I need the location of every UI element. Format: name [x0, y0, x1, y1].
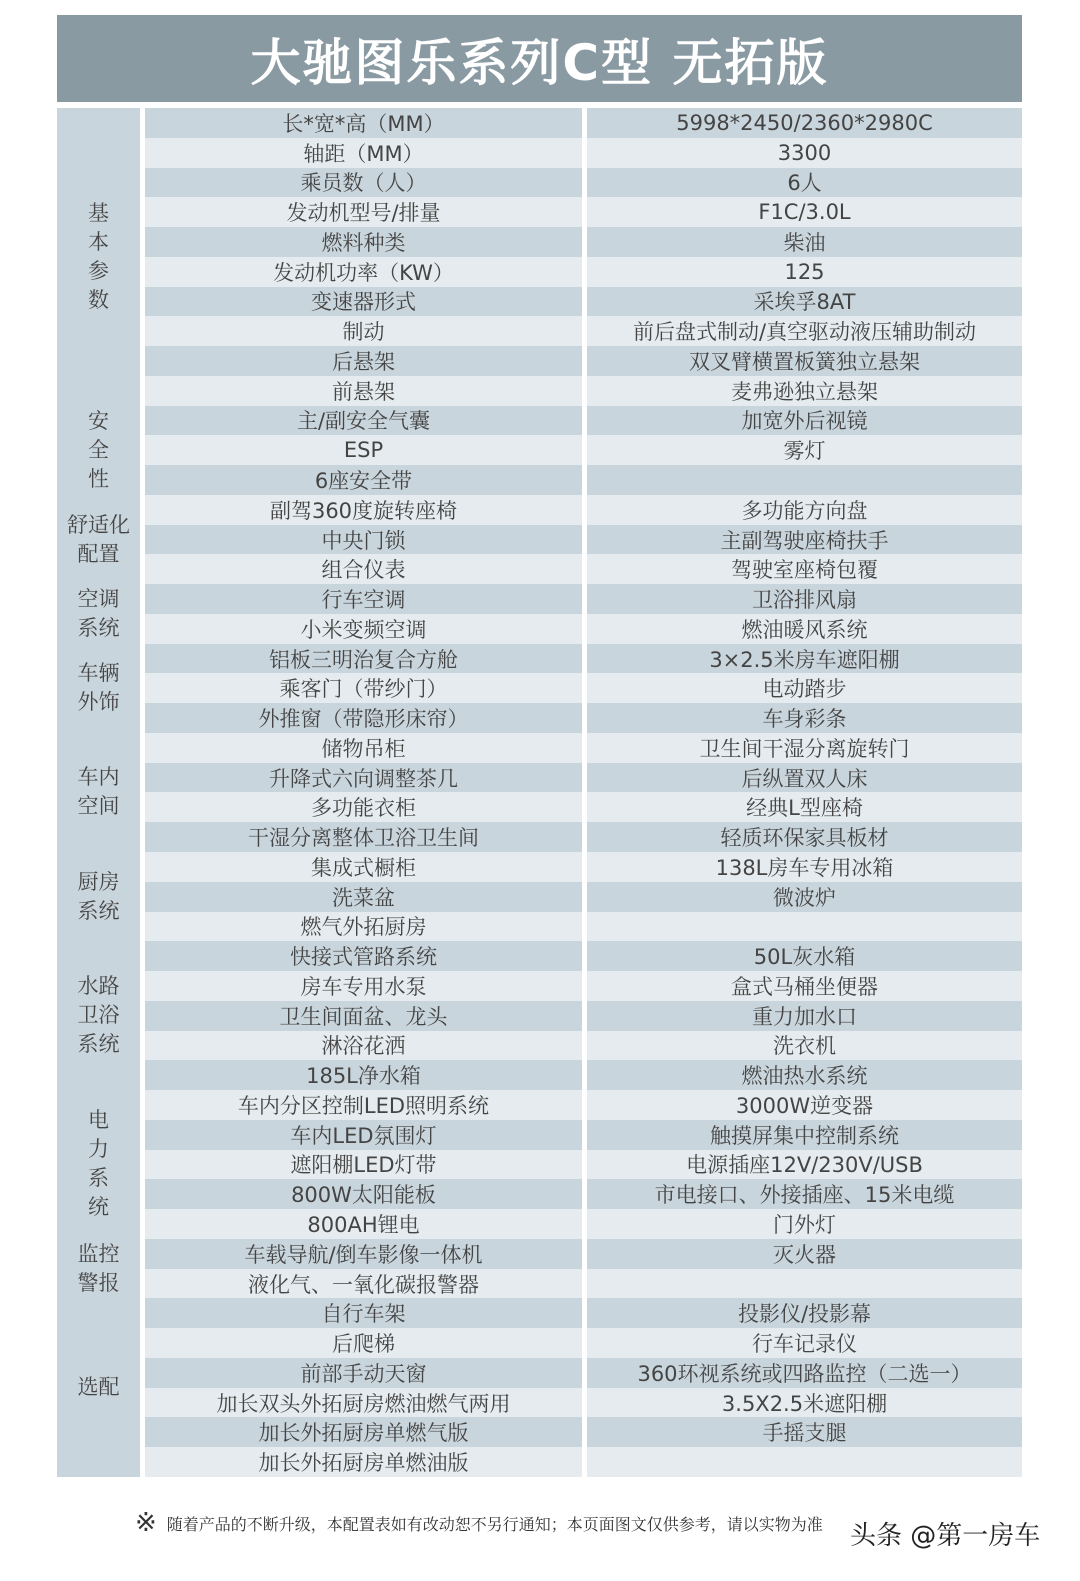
spec-item: 前悬架	[145, 376, 582, 406]
spec-value: 盒式马桶坐便器	[587, 971, 1022, 1001]
table-row	[145, 376, 1022, 406]
table-row	[145, 733, 1022, 763]
spec-item: 轴距（MM）	[145, 138, 582, 168]
spec-value: 微波炉	[587, 882, 1022, 912]
spec-item: 小米变频空调	[145, 614, 582, 644]
table-row	[145, 287, 1022, 317]
table-row	[145, 495, 1022, 525]
spec-item: 副驾360度旋转座椅	[145, 495, 582, 525]
spec-item: ESP	[145, 435, 582, 465]
category-label: 电 力 系 统	[57, 1090, 140, 1239]
category-label: 选配	[57, 1298, 140, 1477]
spec-value: 经典L型座椅	[587, 792, 1022, 822]
spec-value: 电动踏步	[587, 673, 1022, 703]
watermark: 头条 @第一房车	[850, 1521, 1041, 1551]
table-row	[145, 1150, 1022, 1180]
spec-item: 组合仪表	[145, 554, 582, 584]
spec-value: 行车记录仪	[587, 1328, 1022, 1358]
table-row	[145, 941, 1022, 971]
table-row	[145, 1358, 1022, 1388]
table-row	[145, 644, 1022, 674]
spec-item: 液化气、一氧化碳报警器	[145, 1269, 582, 1299]
table-row	[145, 1179, 1022, 1209]
category-label: 舒适化 配置	[57, 495, 140, 584]
spec-item: 铝板三明治复合方舱	[145, 644, 582, 674]
category-label: 厨房 系统	[57, 852, 140, 941]
spec-item: 加长外拓厨房单燃气版	[145, 1417, 582, 1447]
table-row	[145, 1209, 1022, 1239]
spec-item: 乘客门（带纱门）	[145, 673, 582, 703]
spec-item: 乘员数（人）	[145, 168, 582, 198]
spec-value: 燃油暖风系统	[587, 614, 1022, 644]
table-row	[145, 852, 1022, 882]
spec-value: 麦弗逊独立悬架	[587, 376, 1022, 406]
category-label: 车辆 外饰	[57, 644, 140, 733]
spec-item: 加长外拓厨房单燃油版	[145, 1447, 582, 1477]
spec-item: 遮阳棚LED灯带	[145, 1150, 582, 1180]
spec-value: 驾驶室座椅包覆	[587, 554, 1022, 584]
table-row	[145, 1298, 1022, 1328]
table-row	[145, 346, 1022, 376]
spec-item: 主/副安全气囊	[145, 406, 582, 436]
table-row	[145, 584, 1022, 614]
spec-item: 燃气外拓厨房	[145, 912, 582, 942]
footnote-text: 随着产品的不断升级，本配置表如有改动恕不另行通知；本页面图文仅供参考，请以实物为准	[166, 1514, 823, 1534]
spec-item: 发动机型号/排量	[145, 197, 582, 227]
spec-value: 5998*2450/2360*2980C	[587, 108, 1022, 138]
table-row	[145, 525, 1022, 555]
spec-value: 触摸屏集中控制系统	[587, 1120, 1022, 1150]
footnote	[135, 1508, 823, 1538]
spec-value	[587, 1269, 1022, 1299]
table-row	[145, 1120, 1022, 1150]
spec-value: 多功能方向盘	[587, 495, 1022, 525]
spec-item: 185L净水箱	[145, 1060, 582, 1090]
category-label: 安 全 性	[57, 406, 140, 495]
table-row	[145, 406, 1022, 436]
table-row	[145, 763, 1022, 793]
category-label: 水路 卫浴 系统	[57, 941, 140, 1090]
category-label: 空调 系统	[57, 584, 140, 644]
spec-value: 主副驾驶座椅扶手	[587, 525, 1022, 555]
spec-item: 卫生间面盆、龙头	[145, 1001, 582, 1031]
table-row	[145, 257, 1022, 287]
category-label: 基 本 参 数	[57, 108, 140, 406]
category-label: 监控 警报	[57, 1239, 140, 1299]
spec-item: 车内分区控制LED照明系统	[145, 1090, 582, 1120]
spec-value: 6人	[587, 168, 1022, 198]
table-row	[145, 465, 1022, 495]
table-row	[145, 1447, 1022, 1477]
spec-item: 制动	[145, 316, 582, 346]
spec-value: F1C/3.0L	[587, 197, 1022, 227]
spec-item: 车内LED氛围灯	[145, 1120, 582, 1150]
spec-value: 采埃孚8AT	[587, 287, 1022, 317]
spec-value: 市电接口、外接插座、15米电缆	[587, 1179, 1022, 1209]
spec-item: 后悬架	[145, 346, 582, 376]
spec-value: 加宽外后视镜	[587, 406, 1022, 436]
spec-value	[587, 1447, 1022, 1477]
spec-item: 集成式橱柜	[145, 852, 582, 882]
table-row	[145, 1328, 1022, 1358]
spec-value: 重力加水口	[587, 1001, 1022, 1031]
spec-value: 3.5X2.5米遮阳棚	[587, 1388, 1022, 1418]
spec-item: 中央门锁	[145, 525, 582, 555]
page-title: 大驰图乐系列C型 无拓版	[57, 15, 1022, 102]
spec-value: 50L灰水箱	[587, 941, 1022, 971]
spec-item: 干湿分离整体卫浴卫生间	[145, 822, 582, 852]
table-row	[145, 1269, 1022, 1299]
spec-value: 360环视系统或四路监控（二选一）	[587, 1358, 1022, 1388]
spec-item: 长*宽*高（MM）	[145, 108, 582, 138]
spec-table	[57, 108, 1022, 1477]
spec-value: 车身彩条	[587, 703, 1022, 733]
table-row	[145, 882, 1022, 912]
table-row	[145, 912, 1022, 942]
spec-item: 多功能衣柜	[145, 792, 582, 822]
table-row	[145, 1001, 1022, 1031]
spec-item: 升降式六向调整茶几	[145, 763, 582, 793]
table-row	[145, 673, 1022, 703]
table-row	[145, 1060, 1022, 1090]
spec-value: 手摇支腿	[587, 1417, 1022, 1447]
table-row	[145, 435, 1022, 465]
table-row	[145, 316, 1022, 346]
spec-value: 电源插座12V/230V/USB	[587, 1150, 1022, 1180]
spec-value	[587, 912, 1022, 942]
table-row	[145, 168, 1022, 198]
spec-item: 自行车架	[145, 1298, 582, 1328]
spec-item: 后爬梯	[145, 1328, 582, 1358]
spec-value: 灭火器	[587, 1239, 1022, 1269]
spec-value	[587, 465, 1022, 495]
table-row	[145, 971, 1022, 1001]
spec-item: 行车空调	[145, 584, 582, 614]
spec-value: 125	[587, 257, 1022, 287]
spec-value: 3300	[587, 138, 1022, 168]
spec-value: 卫生间干湿分离旋转门	[587, 733, 1022, 763]
spec-value: 雾灯	[587, 435, 1022, 465]
table-row	[145, 138, 1022, 168]
spec-value: 前后盘式制动/真空驱动液压辅助制动	[587, 316, 1022, 346]
spec-item: 加长双头外拓厨房燃油燃气两用	[145, 1388, 582, 1418]
table-row	[145, 1031, 1022, 1061]
spec-value: 卫浴排风扇	[587, 584, 1022, 614]
table-row	[145, 227, 1022, 257]
spec-item: 外推窗（带隐形床帘）	[145, 703, 582, 733]
category-label: 车内 空间	[57, 733, 140, 852]
table-row	[145, 614, 1022, 644]
table-row	[145, 197, 1022, 227]
spec-value: 138L房车专用冰箱	[587, 852, 1022, 882]
table-row	[145, 554, 1022, 584]
table-row	[145, 1239, 1022, 1269]
spec-item: 燃料种类	[145, 227, 582, 257]
spec-value: 3000W逆变器	[587, 1090, 1022, 1120]
table-row	[145, 1417, 1022, 1447]
spec-value: 3×2.5米房车遮阳棚	[587, 644, 1022, 674]
spec-item: 储物吊柜	[145, 733, 582, 763]
spec-item: 洗菜盆	[145, 882, 582, 912]
spec-value: 后纵置双人床	[587, 763, 1022, 793]
table-row	[145, 1090, 1022, 1120]
spec-value: 柴油	[587, 227, 1022, 257]
spec-value: 双叉臂横置板簧独立悬架	[587, 346, 1022, 376]
table-row	[145, 822, 1022, 852]
spec-item: 车载导航/倒车影像一体机	[145, 1239, 582, 1269]
spec-item: 800W太阳能板	[145, 1179, 582, 1209]
table-row	[145, 792, 1022, 822]
table-row	[145, 703, 1022, 733]
spec-value: 洗衣机	[587, 1031, 1022, 1061]
note-icon: ※	[135, 1508, 157, 1538]
spec-item: 快接式管路系统	[145, 941, 582, 971]
spec-value: 门外灯	[587, 1209, 1022, 1239]
spec-item: 房车专用水泵	[145, 971, 582, 1001]
spec-value: 燃油热水系统	[587, 1060, 1022, 1090]
spec-item: 6座安全带	[145, 465, 582, 495]
spec-item: 800AH锂电	[145, 1209, 582, 1239]
spec-item: 前部手动天窗	[145, 1358, 582, 1388]
spec-value: 投影仪/投影幕	[587, 1298, 1022, 1328]
spec-value: 轻质环保家具板材	[587, 822, 1022, 852]
spec-item: 发动机功率（KW）	[145, 257, 582, 287]
table-row	[145, 108, 1022, 138]
table-row	[145, 1388, 1022, 1418]
spec-item: 变速器形式	[145, 287, 582, 317]
spec-item: 淋浴花洒	[145, 1031, 582, 1061]
